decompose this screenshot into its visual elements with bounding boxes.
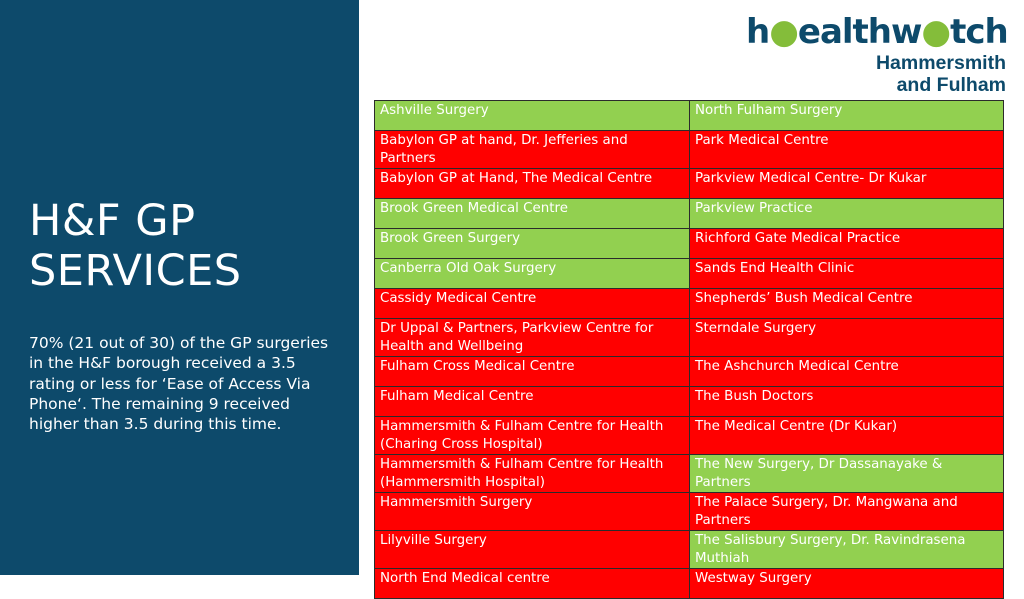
surgery-cell-right: The Palace Surgery, Dr. Mangwana and Partners (690, 493, 1004, 531)
table-row (375, 357, 1004, 387)
healthwatch-logo (746, 12, 1008, 96)
table-row (375, 455, 1004, 493)
slide-title-line-2: SERVICES (29, 246, 242, 296)
table-row (375, 259, 1004, 289)
logo-speech-dot-icon: ● (769, 12, 798, 52)
table-row (375, 417, 1004, 455)
surgery-cell-right: The New Surgery, Dr Dassanayake & Partners (690, 455, 1004, 493)
surgery-cell-left: Cassidy Medical Centre (375, 289, 690, 319)
slide-title (29, 196, 242, 296)
surgery-cell-left: Hammersmith Surgery (375, 493, 690, 531)
slide-description: 70% (21 out of 30) of the GP surgeries in the H&F borough received a 3.5 rating or less for ‘Ease of Access Via Phone‘. The remaining 9 received higher than 3.5 during this time. (29, 334, 329, 434)
surgery-cell-right: The Medical Centre (Dr Kukar) (690, 417, 1004, 455)
surgery-cell-right: North Fulham Surgery (690, 101, 1004, 131)
surgery-cell-left: Brook Green Surgery (375, 229, 690, 259)
table-row (375, 493, 1004, 531)
surgery-cell-right: Westway Surgery (690, 569, 1004, 599)
gp-table-body (375, 101, 1004, 599)
surgery-cell-right: The Ashchurch Medical Centre (690, 357, 1004, 387)
surgery-cell-right: Parkview Medical Centre- Dr Kukar (690, 169, 1004, 199)
table-row (375, 289, 1004, 319)
slide-title-line-1: H&F GP (29, 196, 196, 246)
table-row (375, 169, 1004, 199)
logo-line-2: and Fulham (896, 74, 1006, 96)
surgery-cell-right: Sterndale Surgery (690, 319, 1004, 357)
table-row (375, 101, 1004, 131)
logo-line-1: Hammersmith (875, 52, 1006, 74)
surgery-cell-left: Lilyville Surgery (375, 531, 690, 569)
surgery-cell-left: Fulham Medical Centre (375, 387, 690, 417)
surgery-cell-right: Sands End Health Clinic (690, 259, 1004, 289)
table-row (375, 229, 1004, 259)
table-row (375, 569, 1004, 599)
surgery-cell-right: The Bush Doctors (690, 387, 1004, 417)
logo-word-part-2: ealthw (797, 12, 922, 52)
surgery-cell-right: Parkview Practice (690, 199, 1004, 229)
gp-surgeries-table (374, 100, 1004, 599)
surgery-cell-left: Fulham Cross Medical Centre (375, 357, 690, 387)
surgery-cell-left: Canberra Old Oak Surgery (375, 259, 690, 289)
surgery-cell-left: North End Medical centre (375, 569, 690, 599)
table-row (375, 387, 1004, 417)
surgery-cell-left: Hammersmith & Fulham Centre for Health (Charing Cross Hospital) (375, 417, 690, 455)
surgery-cell-left: Babylon GP at Hand, The Medical Centre (375, 169, 690, 199)
table-row (375, 319, 1004, 357)
table-row (375, 131, 1004, 169)
logo-word-part-3: tch (950, 12, 1008, 52)
surgery-cell-right: The Salisbury Surgery, Dr. Ravindrasena Muthiah (690, 531, 1004, 569)
surgery-cell-right: Park Medical Centre (690, 131, 1004, 169)
title-panel (0, 0, 359, 575)
table-row (375, 531, 1004, 569)
logo-wordmark (746, 12, 1008, 52)
surgery-cell-left: Dr Uppal & Partners, Parkview Centre for Health and Wellbeing (375, 319, 690, 357)
surgery-cell-right: Richford Gate Medical Practice (690, 229, 1004, 259)
logo-speech-dot-icon-2: ● (921, 12, 951, 52)
surgery-cell-left: Babylon GP at hand, Dr. Jefferies and Partners (375, 131, 690, 169)
logo-word-part-1: h (746, 12, 770, 52)
surgery-cell-left: Ashville Surgery (375, 101, 690, 131)
surgery-cell-left: Brook Green Medical Centre (375, 199, 690, 229)
surgery-cell-left: Hammersmith & Fulham Centre for Health (Hammersmith Hospital) (375, 455, 690, 493)
table-row (375, 199, 1004, 229)
surgery-cell-right: Shepherds’ Bush Medical Centre (690, 289, 1004, 319)
